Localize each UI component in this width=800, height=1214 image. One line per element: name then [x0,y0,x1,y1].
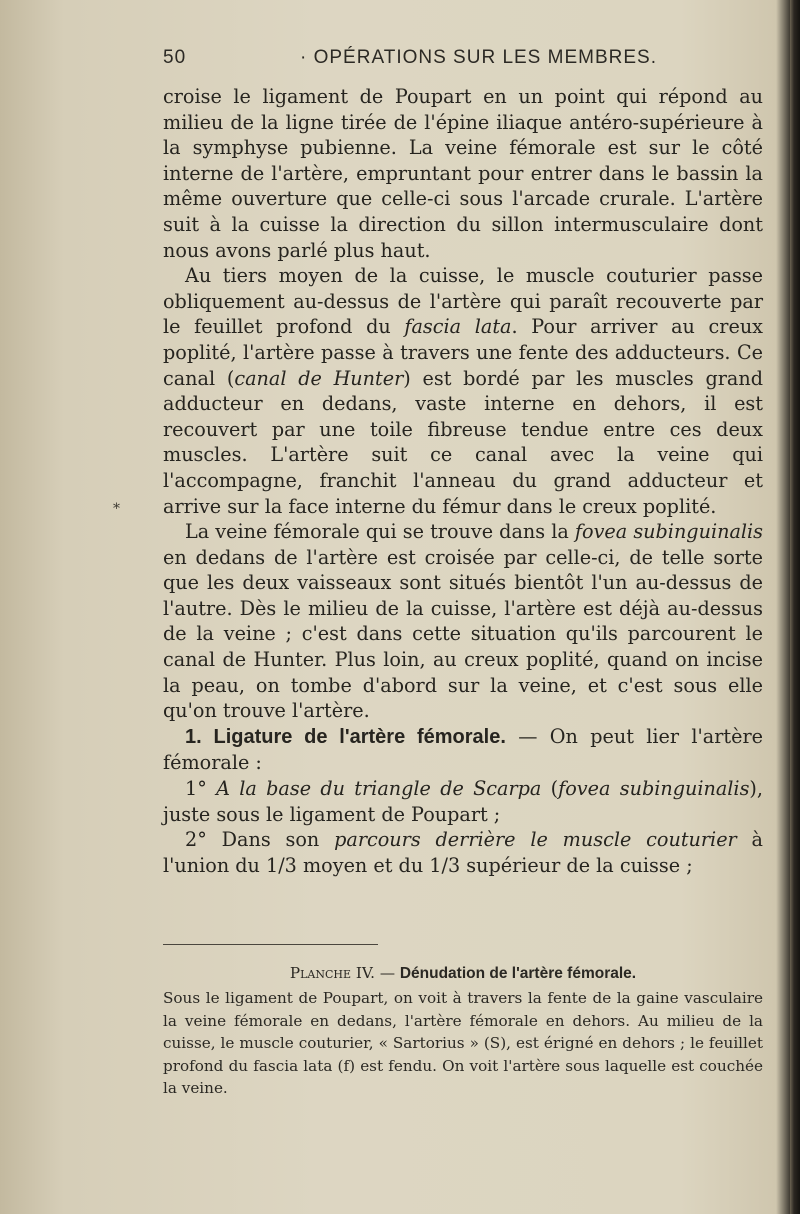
text-span: Au tiers moyen de la cuisse, le muscle couturier passe obliquement au-dessus de l'artère qui paraît recouverte par le feuillet profond du [163,264,763,339]
paragraph-2 [163,263,763,519]
list-number: 1° [185,777,217,801]
text-span: ( [541,777,559,801]
list-item-1 [163,776,763,827]
text-span: ) est bordé par les muscles grand adducteur en dedans, vaste interne en dehors, il est recouvert par une toile fibreuse tendue entre ces deux muscles. L'artère suit ce canal avec la veine qui l'accompagne, franchit l'anneau du grand adducteur et arrive sur la face interne du fémur dans le creux poplité. [163,366,763,518]
italic-term: fascia lata [404,315,512,339]
main-text [163,84,763,878]
text-span: — On peut lier l'artère fémorale : [163,724,763,775]
text-span: ), juste sous le ligament de Poupart ; [163,777,764,826]
text-span: en dedans de l'artère est croisée par celle-ci, de telle sorte que les deux vaisseaux sont situés bientôt l'un au-dessus de l'autre. Dès le milieu de la cuisse, l'artère est déjà au-dessus de la veine ; c'est dans cette situation qu'ils parcourent le canal de Hunter. Plus loin, au creux poplité, quand on incise la peau, on tombe d'abord sur la veine, et c'est sous elle qu'on trouve l'artère. [163,545,763,723]
italic-term: canal de Hunter [234,366,404,390]
section-heading: 1. Ligature de l'artère fémorale. [185,725,506,748]
italic-term: fovea subinguinalis [558,777,750,801]
paragraph-4 [163,724,763,776]
caption-text: Sous le ligament de Poupart, on voit à travers la fente de la gaine vasculaire la veine fémorale en dedans, l'artère fémorale en dehors. Au milieu de la cuisse, le muscle couturier, « Sartorius » (S), est érigné en dehors ; le feuillet profond du fascia lata (f) est fendu. On voit l'artère sous laquelle est couchée la veine. [163,989,763,1098]
page-number: 50 [163,47,187,68]
italic-term: parcours derrière le muscle couturier [334,828,737,852]
text-span: à l'union du 1/3 moyen et du 1/3 supérieur de la cuisse ; [163,828,763,877]
italic-term: fovea subinguinalis [574,520,763,544]
plate-label: Planche IV. [289,964,375,982]
list-number: 2° Dans son [185,828,335,852]
list-item-2 [163,827,763,878]
plate-title: Dénudation de l'artère fémorale. [399,965,637,982]
paragraph-1: croise le ligament de Poupart en un point qui répond au milieu de la ligne tirée de l'épine iliaque antéro-supérieure à la symphyse pubienne. La veine fémorale est sur le côté interne de l'artère, empruntant pour entrer dans le bassin la même ouverture que celle-ci sous l'arcade crurale. L'artère suit à la cuisse la direction du sillon intermusculaire dont nous avons parlé plus haut. [163,85,763,262]
text-span: La veine fémorale qui se trouve dans la [185,520,575,544]
footnote-rule [163,944,378,945]
running-title: · OPÉRATIONS SUR LES MEMBRES. [300,47,657,68]
margin-mark: * [113,501,120,517]
text-span: — [375,964,400,982]
plate-caption [163,962,763,1099]
book-spine-shadow [790,0,800,1214]
italic-term: A la base du triangle de Scarpa [216,777,542,801]
text-span: . Pour arriver au creux poplité, l'artère passe à travers une fente des adducteurs. Ce canal ( [163,315,764,390]
page-header [163,47,763,75]
caption-title [163,962,763,985]
paragraph-3 [163,519,763,724]
